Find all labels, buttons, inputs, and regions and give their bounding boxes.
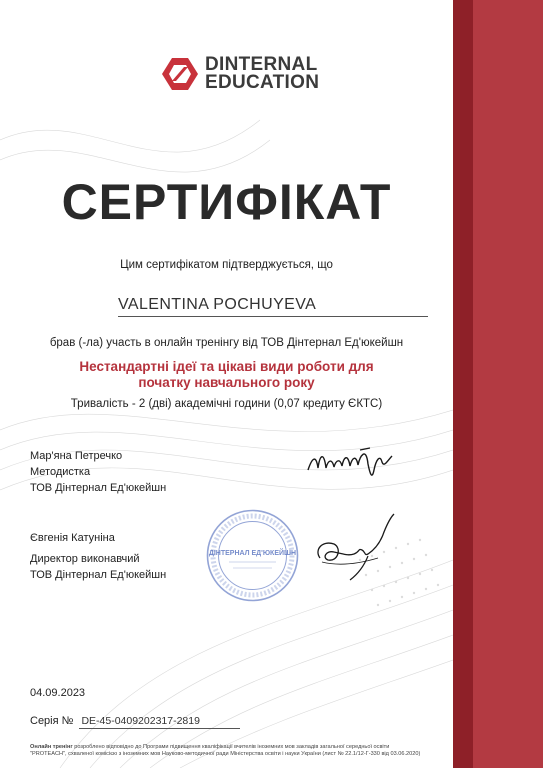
participation-text: брав (-ла) участь в онлайн тренінгу від ТОВ Дінтернал Ед'юкейшн xyxy=(49,337,404,349)
logo-mark-icon xyxy=(160,54,200,94)
side-band-dark xyxy=(453,0,473,768)
signatory-name: Мар'яна Петречко xyxy=(30,450,123,462)
signature-1 xyxy=(300,440,400,485)
recipient-name: VALENTINA POCHUYEVA xyxy=(118,296,428,317)
footer-note xyxy=(30,744,423,758)
signatory-1 xyxy=(30,448,166,496)
side-band xyxy=(473,0,543,768)
course-title: Нестандартні ідеї та цікаві види роботи для початку навчального року xyxy=(79,359,374,390)
signatory-2 xyxy=(30,530,166,583)
serial-number xyxy=(30,715,240,729)
logo-line1: DINTERNAL xyxy=(205,54,318,75)
signatory-organization: ТОВ Дінтернал Ед'юкейшн xyxy=(30,569,167,581)
issue-date: 04.09.2023 xyxy=(30,687,86,699)
duration-text: Тривалість - 2 (дві) академічні години (0,07 кредиту ЄКТС) xyxy=(70,398,383,410)
signatory-position: Методистка xyxy=(30,466,91,478)
signature-2 xyxy=(308,510,398,585)
signatory-position: Директор виконавчий xyxy=(30,553,140,565)
logo-line2: EDUCATION xyxy=(205,72,320,93)
serial-value: DE-45-0409202317-2819 xyxy=(79,715,240,729)
logo xyxy=(160,54,319,94)
certificate-title: СЕРТИФІКАТ xyxy=(61,174,392,230)
company-stamp xyxy=(205,508,300,603)
signatory-organization: ТОВ Дінтернал Ед'юкейшн xyxy=(30,482,167,494)
signatory-name: Євгенія Катуніна xyxy=(30,532,115,544)
serial-label: Серія № xyxy=(30,715,74,727)
confirm-text: Цим сертифікатом підтверджується, що xyxy=(120,259,333,271)
footer-bold: Онлайн тренінг xyxy=(30,744,73,750)
stamp-center-text: ДІНТЕРНАЛ ЕД'ЮКЕЙШН xyxy=(208,550,297,557)
footer-text: розроблено відповідно до Програми підвищення кваліфікації вчителів іноземних мов закладів загальної середньої освіти "PROTEACH", схваленої комісією з іноземних мов Науково-методичної ради Міністерства освіти і науки України (лист № 22.1/12-Г-330 від 03.06.2020) xyxy=(30,744,421,757)
